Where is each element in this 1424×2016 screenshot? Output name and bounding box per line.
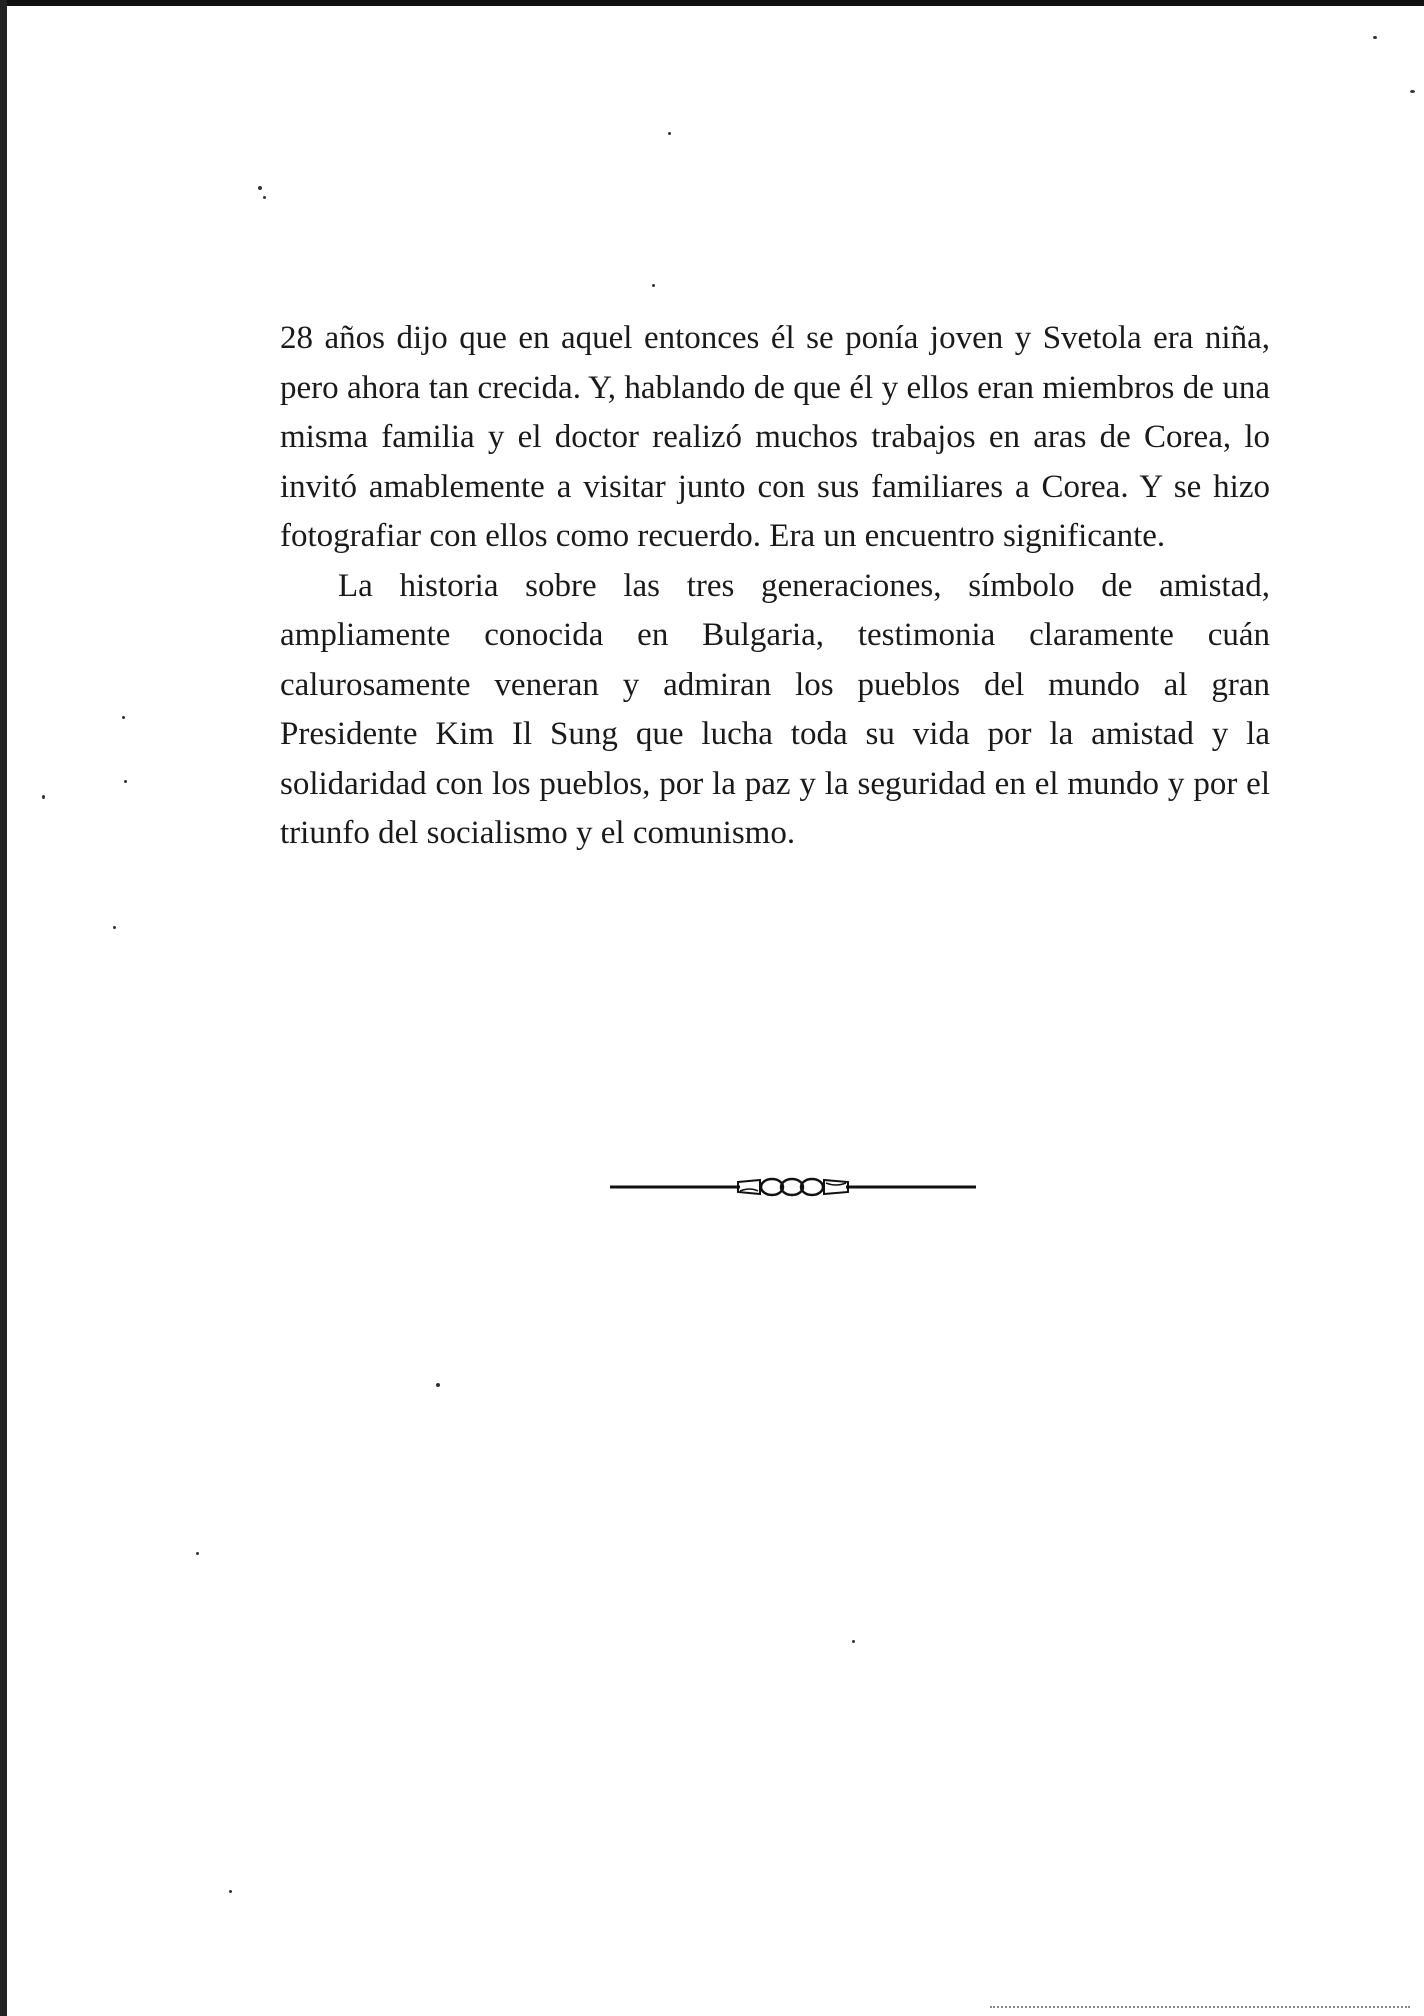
scan-speck: [122, 716, 125, 719]
scan-speck: [1410, 90, 1415, 93]
body-text: [280, 314, 1270, 859]
scan-speck: [436, 1383, 440, 1387]
page-top-edge: [0, 0, 1424, 6]
scan-speck: [124, 780, 127, 783]
scan-speck: [113, 926, 116, 929]
page-left-edge: [0, 0, 7, 2016]
scan-speck: [196, 1552, 199, 1555]
scan-speck: [42, 795, 45, 799]
scan-speck: [258, 186, 262, 190]
paragraph: La historia sobre las tres generaciones, símbolo de amistad, ampliamente conocida en Bulgaria, testimonia claramente cuán calurosamente veneran y admiran los pueblos del mundo al gran Presidente Kim Il Sung que lucha toda su vida por la amistad y la solidaridad con los pueblos, por la paz y la seguridad en el mundo y por el triunfo del socialismo y el comunismo.: [280, 567, 1270, 851]
scan-speck: [652, 284, 655, 287]
scan-speck: [852, 1640, 855, 1643]
scan-speck: [1373, 36, 1377, 39]
scan-edge-artifact: [990, 2006, 1410, 2011]
scan-speck: [263, 196, 266, 199]
scan-speck: [668, 132, 671, 135]
decorative-rule-ornament-icon: [610, 1172, 976, 1202]
paragraph-continuation: 28 años dijo que en aquel entonces él se ponía joven y Svetola era niña, pero ahora tan crecida. Y, hablando de que él y ellos eran miembros de una misma familia y el doctor realizó muchos trabajos en aras de Corea, lo invitó amablemente a visitar junto con sus familiares a Corea. Y se hizo fotografiar con ellos como recuerdo. Era un encuentro significante.: [280, 320, 1270, 554]
scan-speck: [229, 1890, 232, 1893]
